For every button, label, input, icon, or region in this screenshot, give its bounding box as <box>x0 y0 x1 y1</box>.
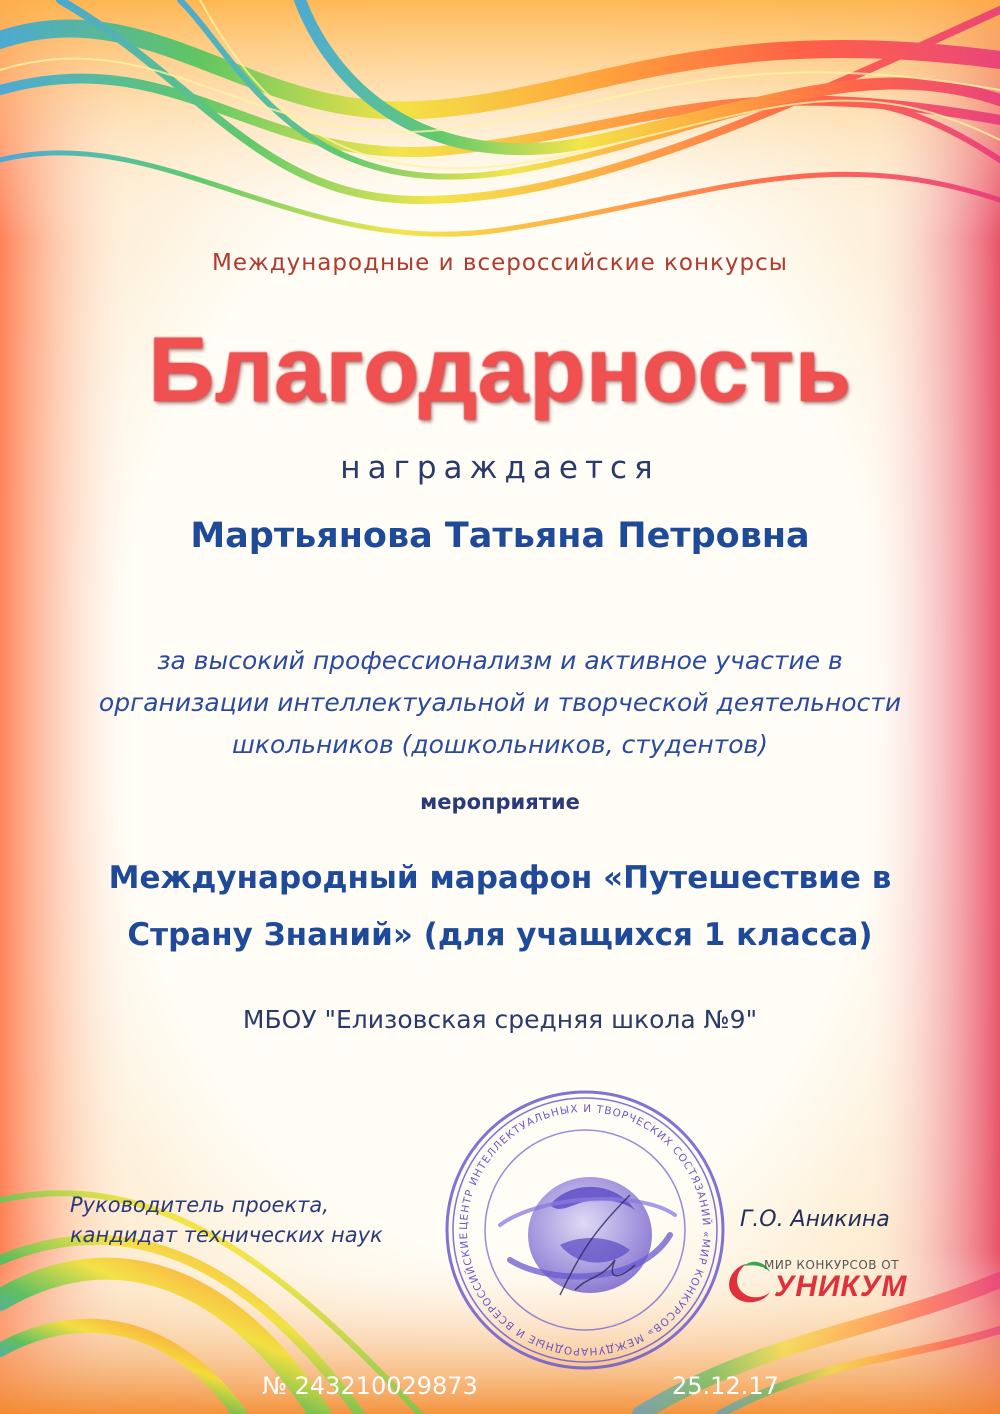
signer-title-line: кандидат технических наук <box>70 1223 383 1247</box>
contest-header: Международные и всероссийские конкурсы <box>212 250 788 276</box>
recipient-name: Мартьянова Татьяна Петровна <box>190 516 810 556</box>
signer-title <box>70 1190 383 1250</box>
awarded-label: награждается <box>340 450 660 486</box>
certificate-number: № 243210029873 <box>262 1372 478 1400</box>
reason-line: за высокий профессионализм и активное участие в <box>157 646 843 675</box>
event-line: Страну Знаний» (для учащихся 1 класса) <box>127 917 873 953</box>
certificate-date: 25.12.17 <box>672 1372 779 1400</box>
event-label: мероприятие <box>420 790 580 814</box>
logo-main-text: УНИКУМ <box>774 1270 908 1303</box>
svg-text:ЦЕНТР ИНТЕЛЛЕКТУАЛЬНЫХ И ТВОРЧ: ЦЕНТР ИНТЕЛЛЕКТУАЛЬНЫХ И ТВОРЧЕСКИХ СОСТЯЗАНИЙ «МИР КОНКУРСОВ» МЕЖДУНАРОДНЫЕ И ВСЕРОССИЙСКИЕ <box>457 1102 713 1358</box>
unikum-logo <box>722 1252 922 1312</box>
event-line: Международный марафон «Путешествие в <box>108 860 892 896</box>
reason-text <box>40 640 960 766</box>
signer-name: Г.О. Аникина <box>740 1207 890 1232</box>
school-name: МБОУ "Елизовская средняя школа №9" <box>242 1005 758 1034</box>
event-name <box>60 850 940 964</box>
reason-line: организации интеллектуальной и творческой деятельности <box>98 688 902 717</box>
reason-line: школьников (дошкольников, студентов) <box>231 730 769 759</box>
signer-title-line: Руководитель проекта, <box>70 1193 329 1217</box>
logo-top-text: МИР КОНКУРСОВ ОТ <box>764 1258 900 1272</box>
certificate-title: Благодарность <box>148 319 852 421</box>
official-stamp <box>440 1085 730 1375</box>
